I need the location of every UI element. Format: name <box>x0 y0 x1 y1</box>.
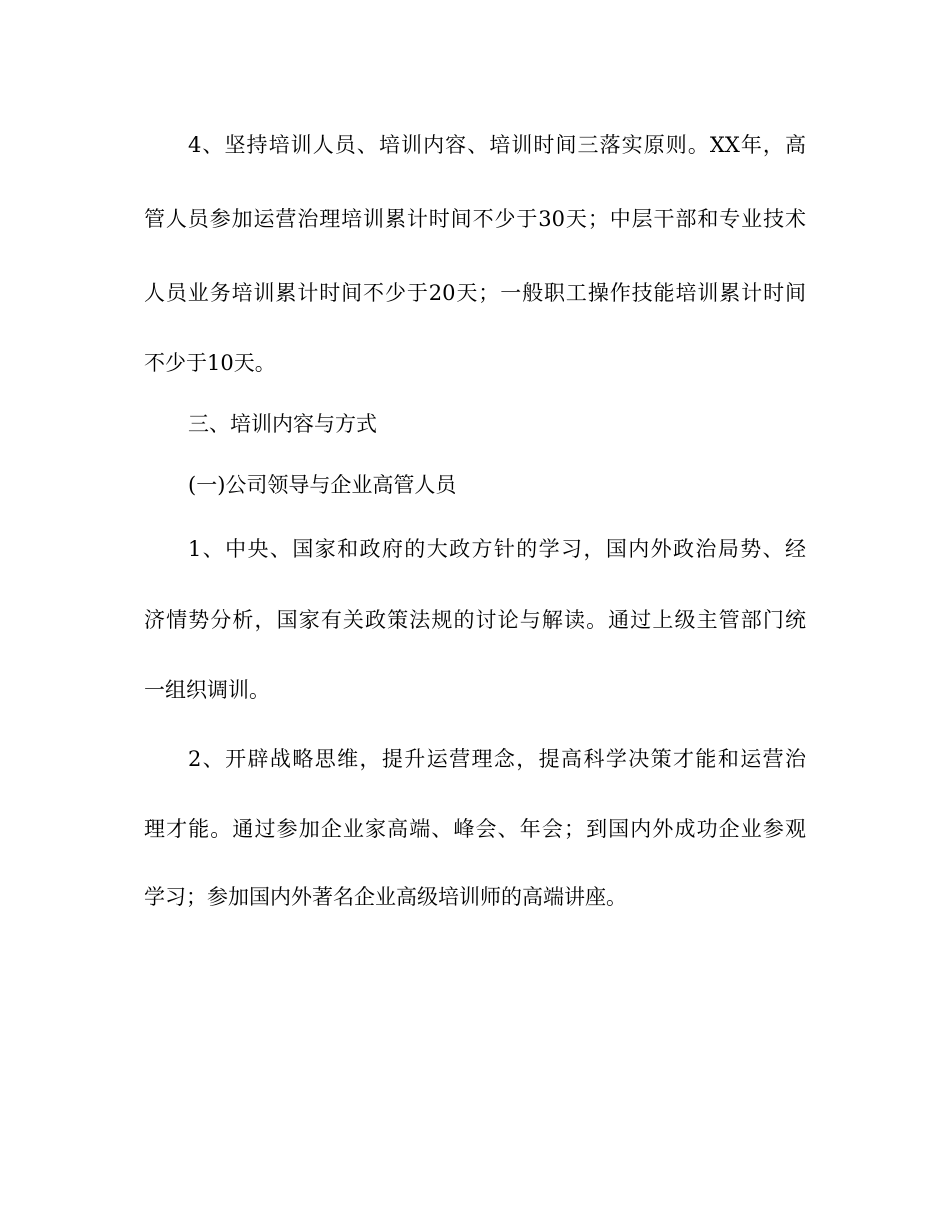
paragraph-line: 1、中央、国家和政府的大政方针的学习，国内外政治局势、经 <box>188 537 806 561</box>
section-heading: 三、培训内容与方式 <box>188 412 377 436</box>
paragraph-line: 人员业务培训累计时间不少于20天；一般职工操作技能培训累计时间 <box>144 281 806 305</box>
paragraph-line: 学习；参加国内外著名企业高级培训师的高端讲座。 <box>144 885 627 909</box>
paragraph-line: 济情势分析，国家有关政策法规的讨论与解读。通过上级主管部门统 <box>144 608 806 632</box>
paragraph-line: 一组织调训。 <box>144 678 270 702</box>
paragraph-line: 理才能。通过参加企业家高端、峰会、年会；到国内外成功企业参观 <box>144 817 806 841</box>
paragraph-line: 管人员参加运营治理培训累计时间不少于30天；中层干部和专业技术 <box>144 207 806 231</box>
paragraph-line: 4、坚持培训人员、培训内容、培训时间三落实原则。XX年，高 <box>188 133 806 157</box>
paragraph-line: 2、开辟战略思维，提升运营理念，提高科学决策才能和运营治 <box>188 747 806 771</box>
paragraph-line: 不少于10天。 <box>144 351 276 375</box>
subsection-heading: (一)公司领导与企业高管人员 <box>188 473 457 497</box>
